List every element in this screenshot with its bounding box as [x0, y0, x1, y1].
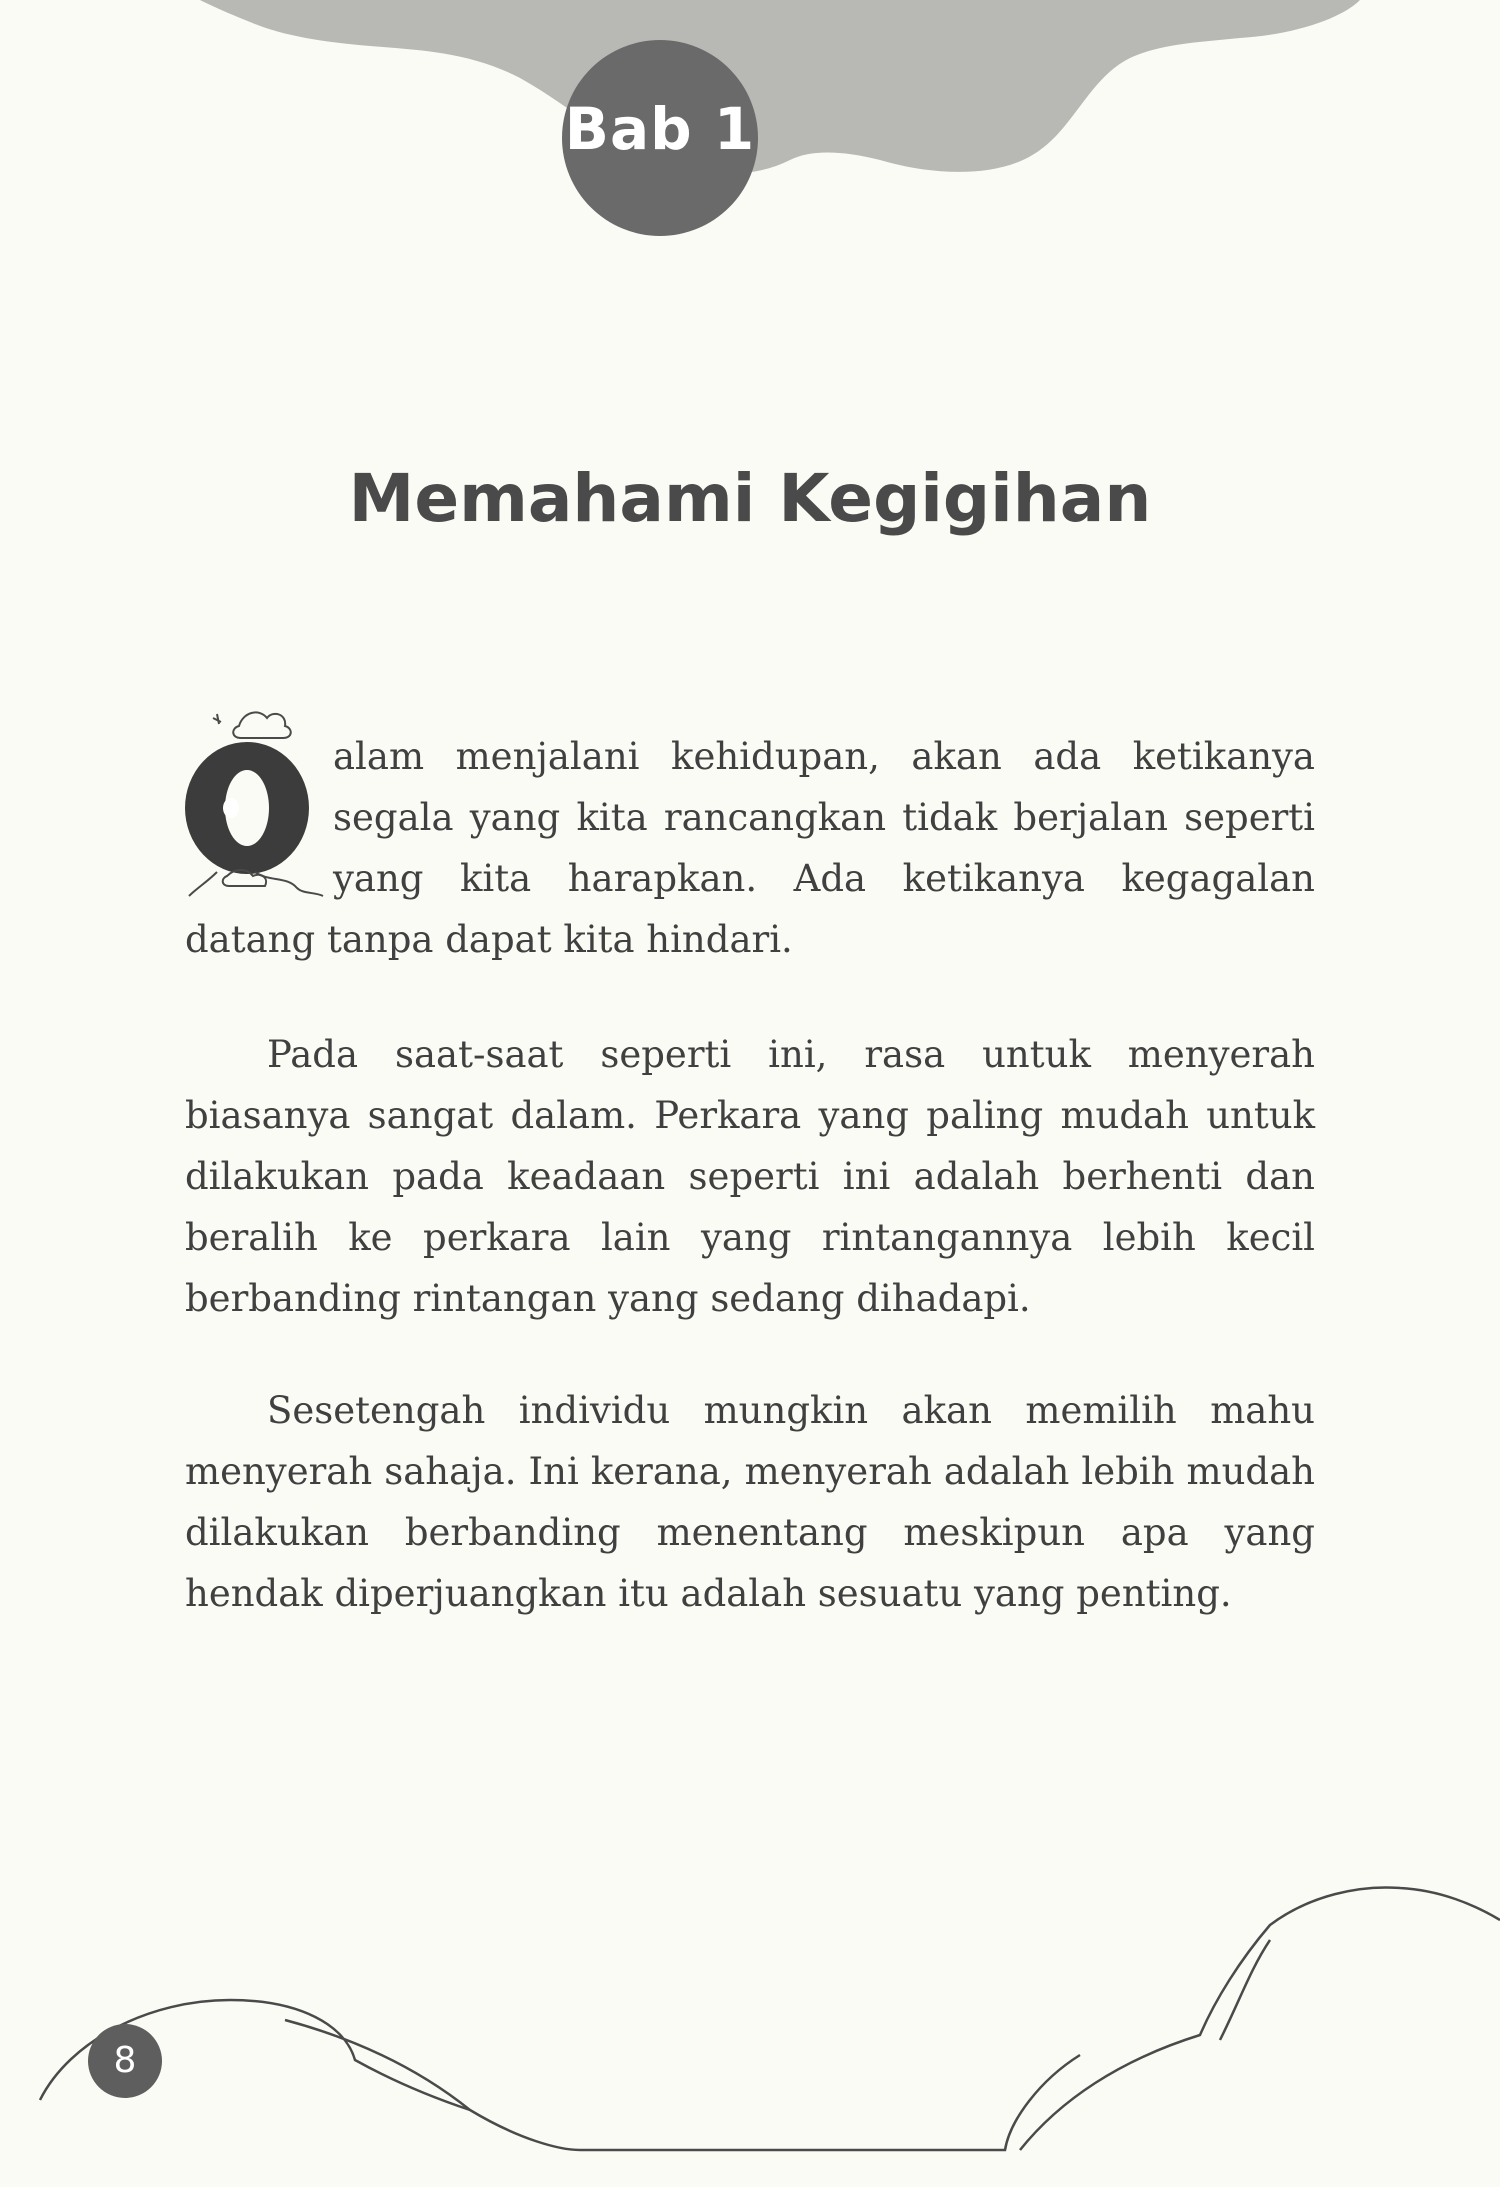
page-number: 8	[88, 2024, 162, 2098]
balloon-icon	[177, 696, 329, 910]
chapter-label: Bab 1	[564, 95, 756, 163]
top-cloud-banner	[200, 0, 1360, 173]
drop-cap	[185, 726, 325, 909]
paragraph-1-text: alam menjalani kehidupan, akan ada ketikanya segala yang kita rancangkan tidak berjalan seperti yang kita harapkan. Ada ketikanya kegagalan datang tanpa dapat kita hindari.	[185, 735, 1315, 961]
bottom-cloud-outline	[40, 1887, 1500, 2150]
paragraph-1	[185, 726, 1315, 970]
paragraph-2: Pada saat-saat seperti ini, rasa untuk menyerah biasanya sangat dalam. Perkara yang paling mudah untuk dilakukan pada keadaan seperti ini adalah berhenti dan beralih ke perkara lain yang rintangannya lebih kecil berbanding rintangan yang sedang dihadapi.	[185, 1033, 1315, 1320]
paragraph-3: Sesetengah individu mungkin akan memilih mahu menyerah sahaja. Ini kerana, menyerah adalah lebih mudah dilakukan berbanding menentang meskipun apa yang hendak diperjuangkan itu adalah sesuatu yang penting.	[185, 1389, 1315, 1615]
page-title: Memahami Kegigihan	[348, 460, 1152, 537]
